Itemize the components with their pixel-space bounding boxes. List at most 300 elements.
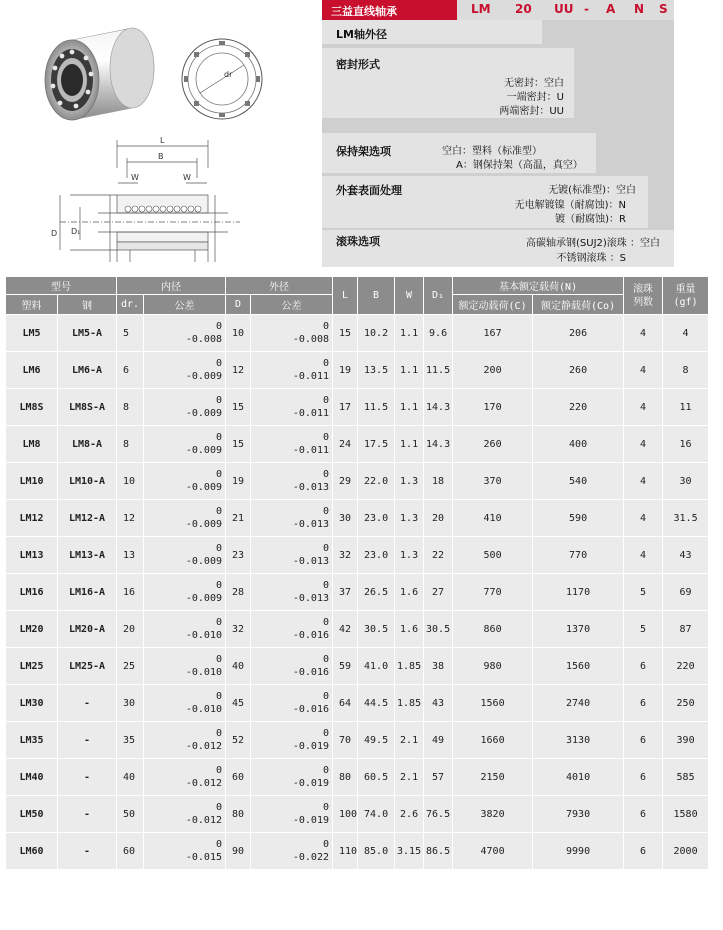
cell-dynamic-load: 200 [453, 352, 533, 389]
cell-B: 30.5 [358, 611, 395, 648]
tol-lower: -0.009 [185, 482, 222, 493]
cell-dynamic-load: 410 [453, 500, 533, 537]
cell-dr: 20 [117, 611, 144, 648]
tol-lower: -0.008 [185, 334, 222, 345]
tol-upper: 0 [322, 321, 329, 332]
tol-lower: -0.011 [292, 371, 329, 382]
tol-lower: -0.012 [185, 778, 222, 789]
th-W: W [395, 277, 424, 315]
cell-ball-rows: 4 [624, 426, 663, 463]
cell-static-load: 1560 [533, 648, 624, 685]
cell-dynamic-load: 260 [453, 426, 533, 463]
cell-W: 1.85 [395, 685, 424, 722]
cell-D: 10 [226, 315, 251, 352]
bearing-3d-icon [45, 28, 154, 120]
cell-D-tol [251, 648, 333, 685]
th-dynamic-load: 额定动载荷(C) [453, 295, 533, 315]
cell-B: 22.0 [358, 463, 395, 500]
cell-D-tol [251, 537, 333, 574]
cell-weight: 30 [663, 463, 709, 500]
cell-weight: 220 [663, 648, 709, 685]
cell-D: 15 [226, 426, 251, 463]
cell-W: 1.1 [395, 352, 424, 389]
table-row [6, 500, 709, 537]
L-label: L [160, 136, 165, 145]
cell-model-steel: LM5-A [58, 315, 117, 352]
cell-B: 60.5 [358, 759, 395, 796]
cell-dr-tol [144, 352, 226, 389]
cell-D1: 9.6 [424, 315, 453, 352]
D-label: D [51, 229, 58, 238]
cell-model-steel: LM20-A [58, 611, 117, 648]
cell-W: 1.1 [395, 426, 424, 463]
cell-static-load: 4010 [533, 759, 624, 796]
cell-L: 70 [333, 722, 358, 759]
cell-weight: 16 [663, 426, 709, 463]
cell-model-steel: LM12-A [58, 500, 117, 537]
cell-model-plastic: LM60 [6, 833, 58, 870]
cell-static-load: 1170 [533, 574, 624, 611]
tol-upper: 0 [215, 691, 222, 702]
cell-D1: 38 [424, 648, 453, 685]
cell-D-tol [251, 759, 333, 796]
tol-upper: 0 [215, 802, 222, 813]
cell-D1: 30.5 [424, 611, 453, 648]
cell-weight: 31.5 [663, 500, 709, 537]
tol-upper: 0 [322, 543, 329, 554]
cell-D: 52 [226, 722, 251, 759]
tol-upper: 0 [322, 432, 329, 443]
table-row [6, 685, 709, 722]
cell-B: 11.5 [358, 389, 395, 426]
cell-dr-tol [144, 537, 226, 574]
table-row [6, 389, 709, 426]
tol-upper: 0 [322, 802, 329, 813]
cell-model-plastic: LM8 [6, 426, 58, 463]
tol-lower: -0.015 [185, 852, 222, 863]
cell-D-tol [251, 352, 333, 389]
cell-D1: 18 [424, 463, 453, 500]
tol-upper: 0 [322, 839, 329, 850]
cell-dr-tol [144, 833, 226, 870]
cell-W: 3.15 [395, 833, 424, 870]
cell-weight: 585 [663, 759, 709, 796]
th-dr: dr. [117, 295, 144, 315]
tol-upper: 0 [215, 432, 222, 443]
cell-D1: 11.5 [424, 352, 453, 389]
cell-dr-tol [144, 722, 226, 759]
cell-dr-tol [144, 574, 226, 611]
cell-D1: 27 [424, 574, 453, 611]
diameter-heading: LM轴外径 [336, 28, 387, 41]
cell-static-load: 3130 [533, 722, 624, 759]
cell-dr-tol [144, 426, 226, 463]
cell-dr: 50 [117, 796, 144, 833]
tol-lower: -0.009 [185, 556, 222, 567]
cell-L: 32 [333, 537, 358, 574]
cell-model-plastic: LM50 [6, 796, 58, 833]
tol-upper: 0 [215, 839, 222, 850]
tol-upper: 0 [322, 580, 329, 591]
th-D1: D₁ [424, 277, 453, 315]
cell-dr: 40 [117, 759, 144, 796]
cell-static-load: 220 [533, 389, 624, 426]
tol-upper: 0 [215, 321, 222, 332]
W2-label: W [183, 173, 191, 182]
cell-static-load: 590 [533, 500, 624, 537]
tol-lower: -0.009 [185, 371, 222, 382]
cell-W: 2.6 [395, 796, 424, 833]
cell-B: 44.5 [358, 685, 395, 722]
cell-dr: 8 [117, 389, 144, 426]
code-s: S [659, 2, 668, 16]
cell-D: 60 [226, 759, 251, 796]
cell-dr-tol [144, 463, 226, 500]
tol-upper: 0 [322, 691, 329, 702]
tol-upper: 0 [322, 765, 329, 776]
tol-upper: 0 [215, 617, 222, 628]
th-outer: 外径 [226, 277, 333, 295]
cell-D: 21 [226, 500, 251, 537]
tol-lower: -0.009 [185, 408, 222, 419]
th-D: D [226, 295, 251, 315]
W1-label: W [131, 173, 139, 182]
cell-model-plastic: LM10 [6, 463, 58, 500]
cell-dr: 6 [117, 352, 144, 389]
cell-D-tol [251, 722, 333, 759]
seal-option: 一端密封：U [506, 92, 564, 103]
th-ball-rows: 滚珠 列数 [624, 277, 663, 315]
ball-heading: 滚珠选项 [336, 235, 380, 248]
code-uu: UU [554, 2, 574, 16]
cell-ball-rows: 6 [624, 833, 663, 870]
cell-dynamic-load: 860 [453, 611, 533, 648]
cell-model-plastic: LM40 [6, 759, 58, 796]
tol-upper: 0 [215, 765, 222, 776]
cell-B: 49.5 [358, 722, 395, 759]
cell-dr-tol [144, 389, 226, 426]
cell-B: 26.5 [358, 574, 395, 611]
cell-B: 23.0 [358, 500, 395, 537]
cell-weight: 4 [663, 315, 709, 352]
cell-dynamic-load: 4700 [453, 833, 533, 870]
cell-model-steel: LM8S-A [58, 389, 117, 426]
tol-upper: 0 [322, 617, 329, 628]
cell-W: 1.1 [395, 389, 424, 426]
cell-dr-tol [144, 315, 226, 352]
table-row [6, 574, 709, 611]
tol-upper: 0 [215, 358, 222, 369]
cell-dr: 35 [117, 722, 144, 759]
seal-heading: 密封形式 [336, 58, 380, 71]
cell-L: 37 [333, 574, 358, 611]
th-weight: 重量 (gf) [663, 277, 709, 315]
tol-lower: -0.012 [185, 741, 222, 752]
cell-D1: 14.3 [424, 389, 453, 426]
surface-heading: 外套表面处理 [336, 184, 402, 197]
cell-static-load: 260 [533, 352, 624, 389]
tol-lower: -0.011 [292, 408, 329, 419]
code-dash: - [584, 2, 589, 16]
cell-W: 2.1 [395, 759, 424, 796]
cell-dr: 12 [117, 500, 144, 537]
th-tol-inner: 公差 [144, 295, 226, 315]
cell-L: 64 [333, 685, 358, 722]
cell-weight: 11 [663, 389, 709, 426]
tol-lower: -0.012 [185, 815, 222, 826]
surface-option: 无电解镀镍（耐腐蚀)：N [514, 200, 626, 211]
cell-model-plastic: LM30 [6, 685, 58, 722]
cell-D: 90 [226, 833, 251, 870]
cell-dynamic-load: 770 [453, 574, 533, 611]
cell-model-steel: - [58, 759, 117, 796]
cell-D1: 20 [424, 500, 453, 537]
tol-lower: -0.008 [292, 334, 329, 345]
table-row [6, 722, 709, 759]
tol-lower: -0.013 [292, 593, 329, 604]
spec-table [5, 276, 709, 870]
cell-B: 74.0 [358, 796, 395, 833]
cell-L: 59 [333, 648, 358, 685]
cell-W: 1.6 [395, 611, 424, 648]
surface-option: 镀（耐腐蚀)：R [555, 214, 626, 225]
dr-label: dr [224, 70, 233, 79]
th-plastic: 塑料 [6, 295, 58, 315]
table-row [6, 315, 709, 352]
table-row [6, 833, 709, 870]
tol-lower: -0.011 [292, 445, 329, 456]
cell-model-steel: LM13-A [58, 537, 117, 574]
cell-model-plastic: LM12 [6, 500, 58, 537]
cell-L: 42 [333, 611, 358, 648]
cell-ball-rows: 4 [624, 500, 663, 537]
cell-D-tol [251, 315, 333, 352]
th-B: B [358, 277, 395, 315]
cell-D: 40 [226, 648, 251, 685]
retainer-option: 空白：塑料（标准型） [442, 146, 542, 157]
tol-lower: -0.009 [185, 445, 222, 456]
tol-lower: -0.010 [185, 630, 222, 641]
cell-dr: 8 [117, 426, 144, 463]
cell-D-tol [251, 574, 333, 611]
tol-upper: 0 [215, 395, 222, 406]
cell-L: 17 [333, 389, 358, 426]
tol-upper: 0 [215, 580, 222, 591]
cell-ball-rows: 5 [624, 611, 663, 648]
cell-dr: 60 [117, 833, 144, 870]
B-label: B [158, 152, 164, 161]
cell-ball-rows: 4 [624, 352, 663, 389]
cell-W: 1.3 [395, 463, 424, 500]
table-row [6, 648, 709, 685]
cell-dynamic-load: 3820 [453, 796, 533, 833]
cell-B: 17.5 [358, 426, 395, 463]
tol-upper: 0 [322, 358, 329, 369]
cell-static-load: 540 [533, 463, 624, 500]
cell-D: 19 [226, 463, 251, 500]
cell-ball-rows: 6 [624, 685, 663, 722]
cell-model-steel: LM8-A [58, 426, 117, 463]
cell-D: 45 [226, 685, 251, 722]
cell-weight: 1580 [663, 796, 709, 833]
tol-lower: -0.013 [292, 519, 329, 530]
tol-upper: 0 [215, 469, 222, 480]
tol-upper: 0 [215, 728, 222, 739]
retainer-option: A：钢保持架（高温，真空） [456, 160, 583, 171]
cell-weight: 8 [663, 352, 709, 389]
cell-dynamic-load: 1660 [453, 722, 533, 759]
tol-lower: -0.009 [185, 519, 222, 530]
cell-model-plastic: LM20 [6, 611, 58, 648]
cell-static-load: 1370 [533, 611, 624, 648]
cell-D-tol [251, 833, 333, 870]
cell-D1: 43 [424, 685, 453, 722]
cell-D: 80 [226, 796, 251, 833]
cell-model-plastic: LM35 [6, 722, 58, 759]
cell-D-tol [251, 796, 333, 833]
tol-lower: -0.019 [292, 741, 329, 752]
table-row [6, 352, 709, 389]
table-row [6, 537, 709, 574]
cell-L: 80 [333, 759, 358, 796]
cell-model-steel: - [58, 833, 117, 870]
cell-D-tol [251, 463, 333, 500]
cell-ball-rows: 4 [624, 463, 663, 500]
tol-upper: 0 [322, 728, 329, 739]
cell-D-tol [251, 389, 333, 426]
cell-ball-rows: 6 [624, 759, 663, 796]
table-row [6, 463, 709, 500]
tol-lower: -0.013 [292, 556, 329, 567]
cell-dr: 10 [117, 463, 144, 500]
cell-ball-rows: 6 [624, 722, 663, 759]
table-row [6, 796, 709, 833]
cell-dr-tol [144, 685, 226, 722]
cell-static-load: 206 [533, 315, 624, 352]
cell-dr-tol [144, 648, 226, 685]
cell-B: 13.5 [358, 352, 395, 389]
cell-static-load: 400 [533, 426, 624, 463]
tol-upper: 0 [215, 506, 222, 517]
tol-lower: -0.013 [292, 482, 329, 493]
cell-B: 85.0 [358, 833, 395, 870]
cell-D: 15 [226, 389, 251, 426]
retainer-heading: 保持架选项 [336, 145, 391, 158]
cell-D-tol [251, 611, 333, 648]
cell-B: 23.0 [358, 537, 395, 574]
tol-upper: 0 [322, 395, 329, 406]
cell-model-steel: - [58, 722, 117, 759]
tol-lower: -0.019 [292, 778, 329, 789]
cell-ball-rows: 6 [624, 796, 663, 833]
tol-lower: -0.016 [292, 667, 329, 678]
cell-dr: 25 [117, 648, 144, 685]
cell-L: 29 [333, 463, 358, 500]
cell-W: 2.1 [395, 722, 424, 759]
cell-D1: 76.5 [424, 796, 453, 833]
cell-L: 30 [333, 500, 358, 537]
th-inner: 内径 [117, 277, 226, 295]
cell-ball-rows: 4 [624, 389, 663, 426]
cell-model-steel: LM6-A [58, 352, 117, 389]
cell-ball-rows: 6 [624, 648, 663, 685]
tol-upper: 0 [322, 506, 329, 517]
cell-dynamic-load: 980 [453, 648, 533, 685]
cell-dynamic-load: 370 [453, 463, 533, 500]
tol-lower: -0.010 [185, 667, 222, 678]
cell-model-steel: LM10-A [58, 463, 117, 500]
product-drawings [0, 0, 318, 272]
th-load: 基本额定载荷(N) [453, 277, 624, 295]
cell-dynamic-load: 170 [453, 389, 533, 426]
th-tol-outer: 公差 [251, 295, 333, 315]
cell-model-steel: - [58, 796, 117, 833]
cell-dr: 16 [117, 574, 144, 611]
cell-D1: 57 [424, 759, 453, 796]
cell-D1: 22 [424, 537, 453, 574]
cell-dynamic-load: 500 [453, 537, 533, 574]
cell-dr: 13 [117, 537, 144, 574]
seal-option: 无密封：空白 [504, 78, 564, 89]
cell-dr-tol [144, 611, 226, 648]
cell-model-plastic: LM8S [6, 389, 58, 426]
cell-W: 1.6 [395, 574, 424, 611]
cell-B: 10.2 [358, 315, 395, 352]
cell-dr-tol [144, 796, 226, 833]
code-20: 20 [515, 2, 532, 16]
cell-weight: 250 [663, 685, 709, 722]
cell-D1: 86.5 [424, 833, 453, 870]
code-lm: LM [471, 2, 491, 16]
cell-dr-tol [144, 759, 226, 796]
D1-label: D₁ [71, 227, 81, 236]
tol-lower: -0.010 [185, 704, 222, 715]
table-row [6, 426, 709, 463]
cell-dynamic-load: 1560 [453, 685, 533, 722]
cell-dr-tol [144, 500, 226, 537]
cell-static-load: 770 [533, 537, 624, 574]
bearing-illustration [0, 0, 318, 272]
cell-D-tol [251, 426, 333, 463]
th-model: 型号 [6, 277, 117, 295]
cell-D1: 49 [424, 722, 453, 759]
code-n: N [634, 2, 645, 16]
cell-ball-rows: 4 [624, 315, 663, 352]
cell-W: 1.1 [395, 315, 424, 352]
cell-weight: 2000 [663, 833, 709, 870]
ball-row [125, 206, 201, 212]
cell-model-plastic: LM25 [6, 648, 58, 685]
cell-ball-rows: 4 [624, 537, 663, 574]
cell-model-steel: LM25-A [58, 648, 117, 685]
cell-D: 28 [226, 574, 251, 611]
cell-dynamic-load: 2150 [453, 759, 533, 796]
cell-B: 41.0 [358, 648, 395, 685]
cell-L: 24 [333, 426, 358, 463]
tol-lower: -0.009 [185, 593, 222, 604]
cell-weight: 43 [663, 537, 709, 574]
cell-W: 1.3 [395, 500, 424, 537]
tol-lower: -0.016 [292, 630, 329, 641]
table-row [6, 611, 709, 648]
table-row [6, 759, 709, 796]
section-drawing [60, 140, 240, 262]
cell-D: 12 [226, 352, 251, 389]
legend-title: 三益直线轴承 [331, 5, 397, 18]
th-steel: 钢 [58, 295, 117, 315]
seal-option: 两端密封：UU [499, 106, 564, 117]
model-code-legend [322, 0, 674, 267]
